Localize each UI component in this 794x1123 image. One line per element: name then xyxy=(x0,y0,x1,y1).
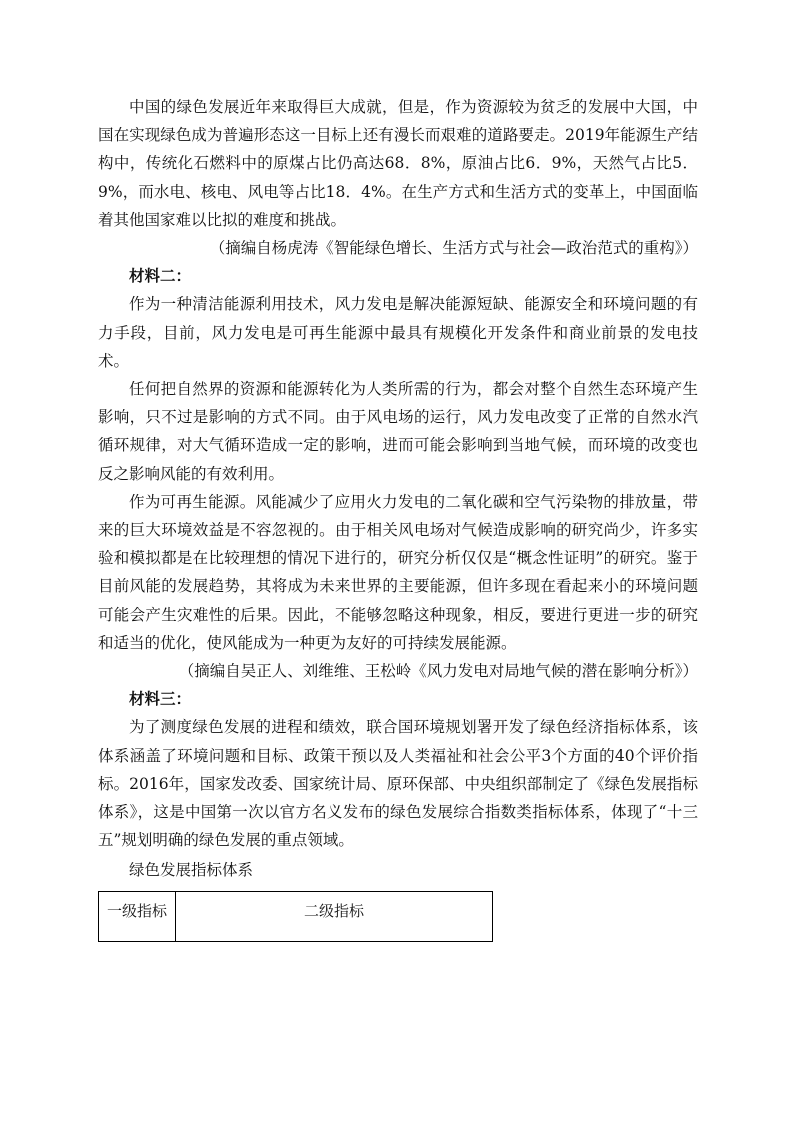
table-header-level2: 二级指标 xyxy=(176,891,493,941)
material2-paragraph-3: 作为可再生能源。风能减少了应用火力发电的二氧化碳和空气污染物的排放量，带来的巨大环境效益是不容忽视的。由于相关风电场对气候造成影响的研究尚少，许多实验和模拟都是在比较理想的情况下进行的，研究分析仅仅是“概念性证明”的研究。鉴于目前风能的发展趋势，其将成为未来世界的主要能源，但许多现在看起来小的环境问题可能会产生灾难性的后果。因此，不能够忽略这种现象，相反，要进行更进一步的研究和适当的优化，使风能成为一种更为友好的可持续发展能源。 xyxy=(98,492,698,652)
material2-paragraph-1: 作为一种清洁能源利用技术，风力发电是解决能源短缺、能源安全和环境问题的有力手段，目前，风力发电是可再生能源中最具有规模化开发条件和商业前景的发电技术。 xyxy=(98,295,698,370)
indicator-table xyxy=(98,891,493,942)
table-header-level1: 一级指标 xyxy=(99,891,176,941)
material2-paragraph-2: 任何把自然界的资源和能源转化为人类所需的行为，都会对整个自然生态环境产生影响，只不过是影响的方式不同。由于风电场的运行，风力发电改变了正常的自然水汽循环规律，对大气循环造成一定的影响，进而可能会影响到当地气候，而环境的改变也反之影响风能的有效利用。 xyxy=(98,380,698,483)
table-caption: 绿色发展指标体系 xyxy=(129,861,254,880)
material3-paragraph: 为了测度绿色发展的进程和绩效，联合国环境规划署开发了绿色经济指标体系，该体系涵盖了环境问题和目标、政策干预以及人类福祉和社会公平3个方面的40个评价指标。2016年，国家发改委、国家统计局、原环保部、中央组织部制定了《绿色发展指标体系》，这是中国第一次以官方名义发布的绿色发展综合指数类指标体系，体现了“十三五”规划明确的绿色发展的重点领域。 xyxy=(98,718,698,850)
material2-source: （摘编自吴正人、刘维维、王松岭《风力发电对局地气候的潜在影响分析》） xyxy=(178,662,698,681)
table-header-row xyxy=(99,891,493,941)
document-body xyxy=(98,93,698,942)
material1-source: （摘编自杨虎涛《智能绿色增长、生活方式与社会—政治范式的重构》） xyxy=(209,239,698,258)
material3-heading: 材料三： xyxy=(129,689,192,709)
material2-heading: 材料二： xyxy=(129,266,192,286)
material1-paragraph: 中国的绿色发展近年来取得巨大成就，但是，作为资源较为贫乏的发展中大国，中国在实现绿色成为普遍形态这一目标上还有漫长而艰难的道路要走。2019年能源生产结构中，传统化石燃料中的原煤占比仍高达68．8%，原油占比6．9%，天然气占比5．9%，而水电、核电、风电等占比18．4%。在生产方式和生活方式的变革上，中国面临着其他国家难以比拟的难度和挑战。 xyxy=(98,98,698,229)
